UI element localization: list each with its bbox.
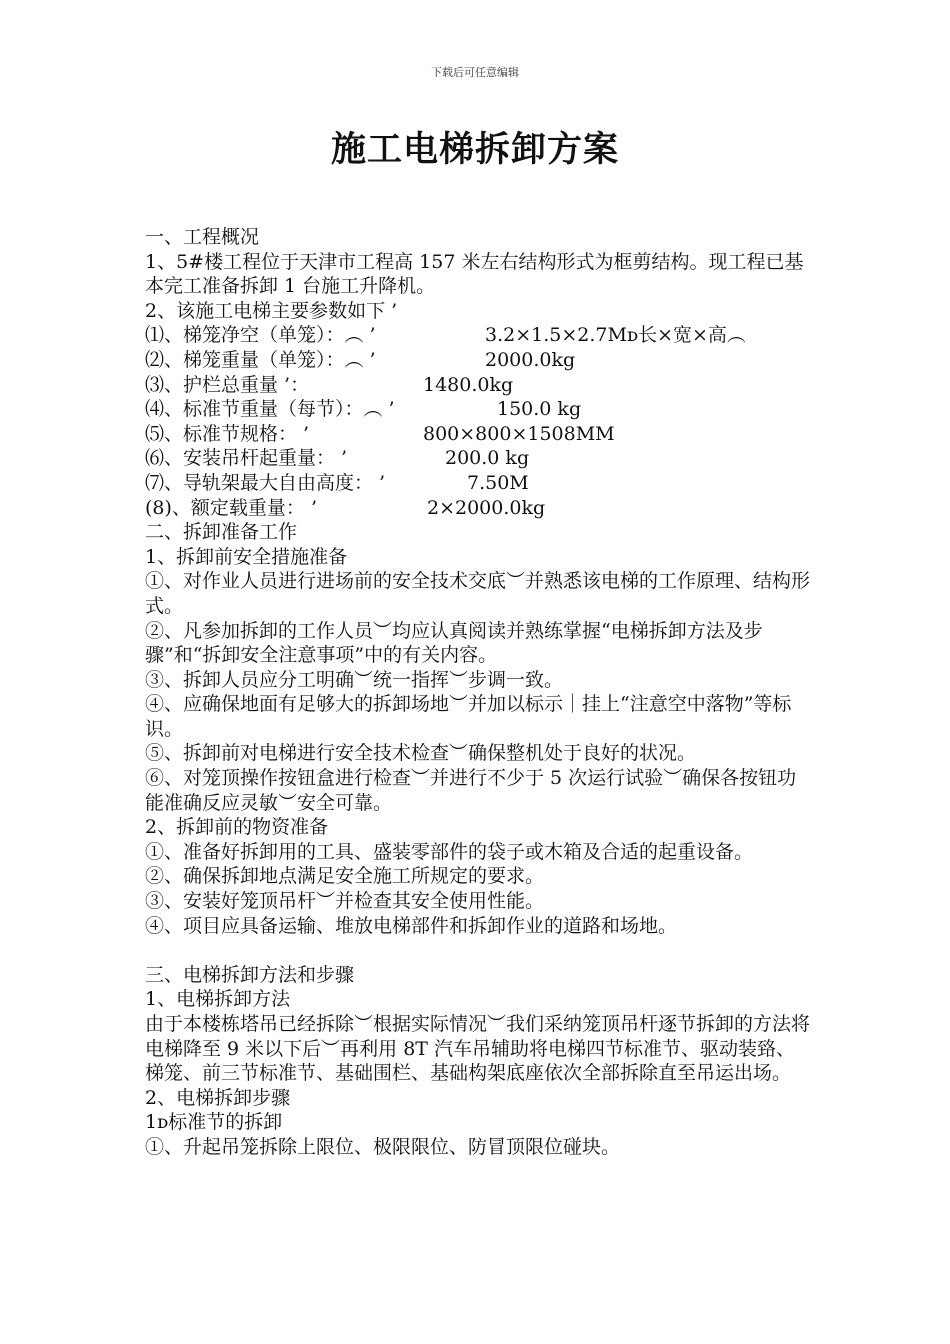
safety-item: ③、拆卸人员应分工明确︶统一指挥︶步调一致。 bbox=[145, 668, 564, 691]
section-3-subheading-1: 1、电梯拆卸方法 bbox=[145, 988, 291, 1011]
blank-line bbox=[145, 938, 810, 963]
param-value: 3.2×1.5×2.7Mᴅ长×宽×高︵ bbox=[485, 324, 746, 347]
section-2-subheading-1: 1、拆卸前安全措施准备 bbox=[145, 545, 348, 568]
document-body bbox=[145, 225, 810, 1160]
param-label: ⑺、导轨架最大自由高度： ’ bbox=[145, 471, 386, 494]
overview-paragraph-2: 2、该施工电梯主要参数如下 ’ bbox=[145, 299, 398, 322]
param-value: 200.0 kg bbox=[445, 447, 530, 470]
param-row bbox=[145, 422, 810, 447]
param-label: ⑹、安装吊杆起重量： ’ bbox=[145, 447, 348, 470]
param-row bbox=[145, 348, 810, 373]
param-label: ⑴、梯笼净空（单笼）：︵ ’ bbox=[145, 324, 376, 347]
param-value: 800×800×1508MM bbox=[423, 422, 615, 445]
material-item: ②、确保拆卸地点满足安全施工所规定的要求。 bbox=[145, 865, 545, 888]
param-row bbox=[145, 471, 810, 496]
section-3-subheading-3: 1ᴅ标准节的拆卸 bbox=[145, 1111, 283, 1134]
material-item: ①、准备好拆卸用的工具、盛装零部件的袋子或木箱及合适的起重设备。 bbox=[145, 840, 754, 863]
param-label: ⑶、护栏总重量 ’： bbox=[145, 373, 310, 396]
param-value: 2×2000.0kg bbox=[427, 496, 546, 519]
param-value: 1480.0kg bbox=[423, 373, 514, 396]
param-row bbox=[145, 373, 810, 398]
step-item: ①、升起吊笼拆除上限位、极限限位、防冒顶限位碰块。 bbox=[145, 1135, 621, 1158]
param-row bbox=[145, 496, 810, 521]
safety-item: ⑥、对笼顶操作按钮盒进行检查︶并进行不少于 5 次运行试验︶确保各按钮功能准确反应灵敏︶安全可靠。 bbox=[145, 767, 797, 814]
method-paragraph: 由于本楼栋塔吊已经拆除︶根据实际情况︶我们采纳笼顶吊杆逐节拆卸的方法将电梯降至 9 米以下后︶再利用 8T 汽车吊辅助将电梯四节标准节、驱动装臵、梯笼、前三节标准节、基础围栏、基础构架底座依次全部拆除直至吊运出场。 bbox=[145, 1013, 811, 1085]
param-row bbox=[145, 323, 810, 348]
safety-item: ⑤、拆卸前对电梯进行安全技术检查︶确保整机处于良好的状况。 bbox=[145, 742, 697, 765]
section-2-subheading-2: 2、拆卸前的物资准备 bbox=[145, 816, 329, 839]
material-item: ④、项目应具备运输、堆放电梯部件和拆卸作业的道路和场地。 bbox=[145, 914, 678, 937]
page-header: 下载后可任意编辑 bbox=[431, 66, 519, 79]
safety-item: ①、对作业人员进行进场前的安全技术交底︶并熟悉该电梯的工作原理、结构形式。 bbox=[145, 570, 811, 617]
param-label: (8)、额定载重量： ’ bbox=[145, 496, 317, 519]
param-label: ⑸、标准节规格： ’ bbox=[145, 422, 310, 445]
overview-paragraph-1: 1、5#楼工程位于天津市工程高 157 米左右结构形式为框剪结构。现工程已基本完工准备拆卸 1 台施工升降机。 bbox=[145, 250, 804, 298]
param-label: ⑷、标准节重量（每节）：︵ ’ bbox=[145, 398, 395, 421]
param-row bbox=[145, 446, 810, 471]
param-row bbox=[145, 397, 810, 422]
safety-item: ④、应确保地面有足够大的拆卸场地︶并加以标示｜挂上“注意空中落物”等标识。 bbox=[145, 693, 792, 740]
param-label: ⑵、梯笼重量（单笼）：︵ ’ bbox=[145, 348, 376, 371]
section-3-subheading-2: 2、电梯拆卸步骤 bbox=[145, 1086, 291, 1109]
section-3-heading: 三、电梯拆卸方法和步骤 bbox=[145, 963, 355, 986]
section-2-heading: 二、拆卸准备工作 bbox=[145, 521, 298, 544]
param-value: 150.0 kg bbox=[497, 398, 582, 421]
document-title: 施工电梯拆卸方案 bbox=[330, 129, 619, 170]
safety-item: ②、凡参加拆卸的工作人员︶均应认真阅读并熟练掌握“电梯拆卸方法及步骤”和“拆卸安全注意事项”中的有关内容。 bbox=[145, 619, 763, 667]
param-value: 7.50M bbox=[467, 471, 529, 494]
section-1-heading: 一、工程概况 bbox=[145, 226, 260, 248]
param-value: 2000.0kg bbox=[485, 348, 576, 371]
material-item: ③、安装好笼顶吊杆︶并检查其安全使用性能。 bbox=[145, 890, 545, 913]
